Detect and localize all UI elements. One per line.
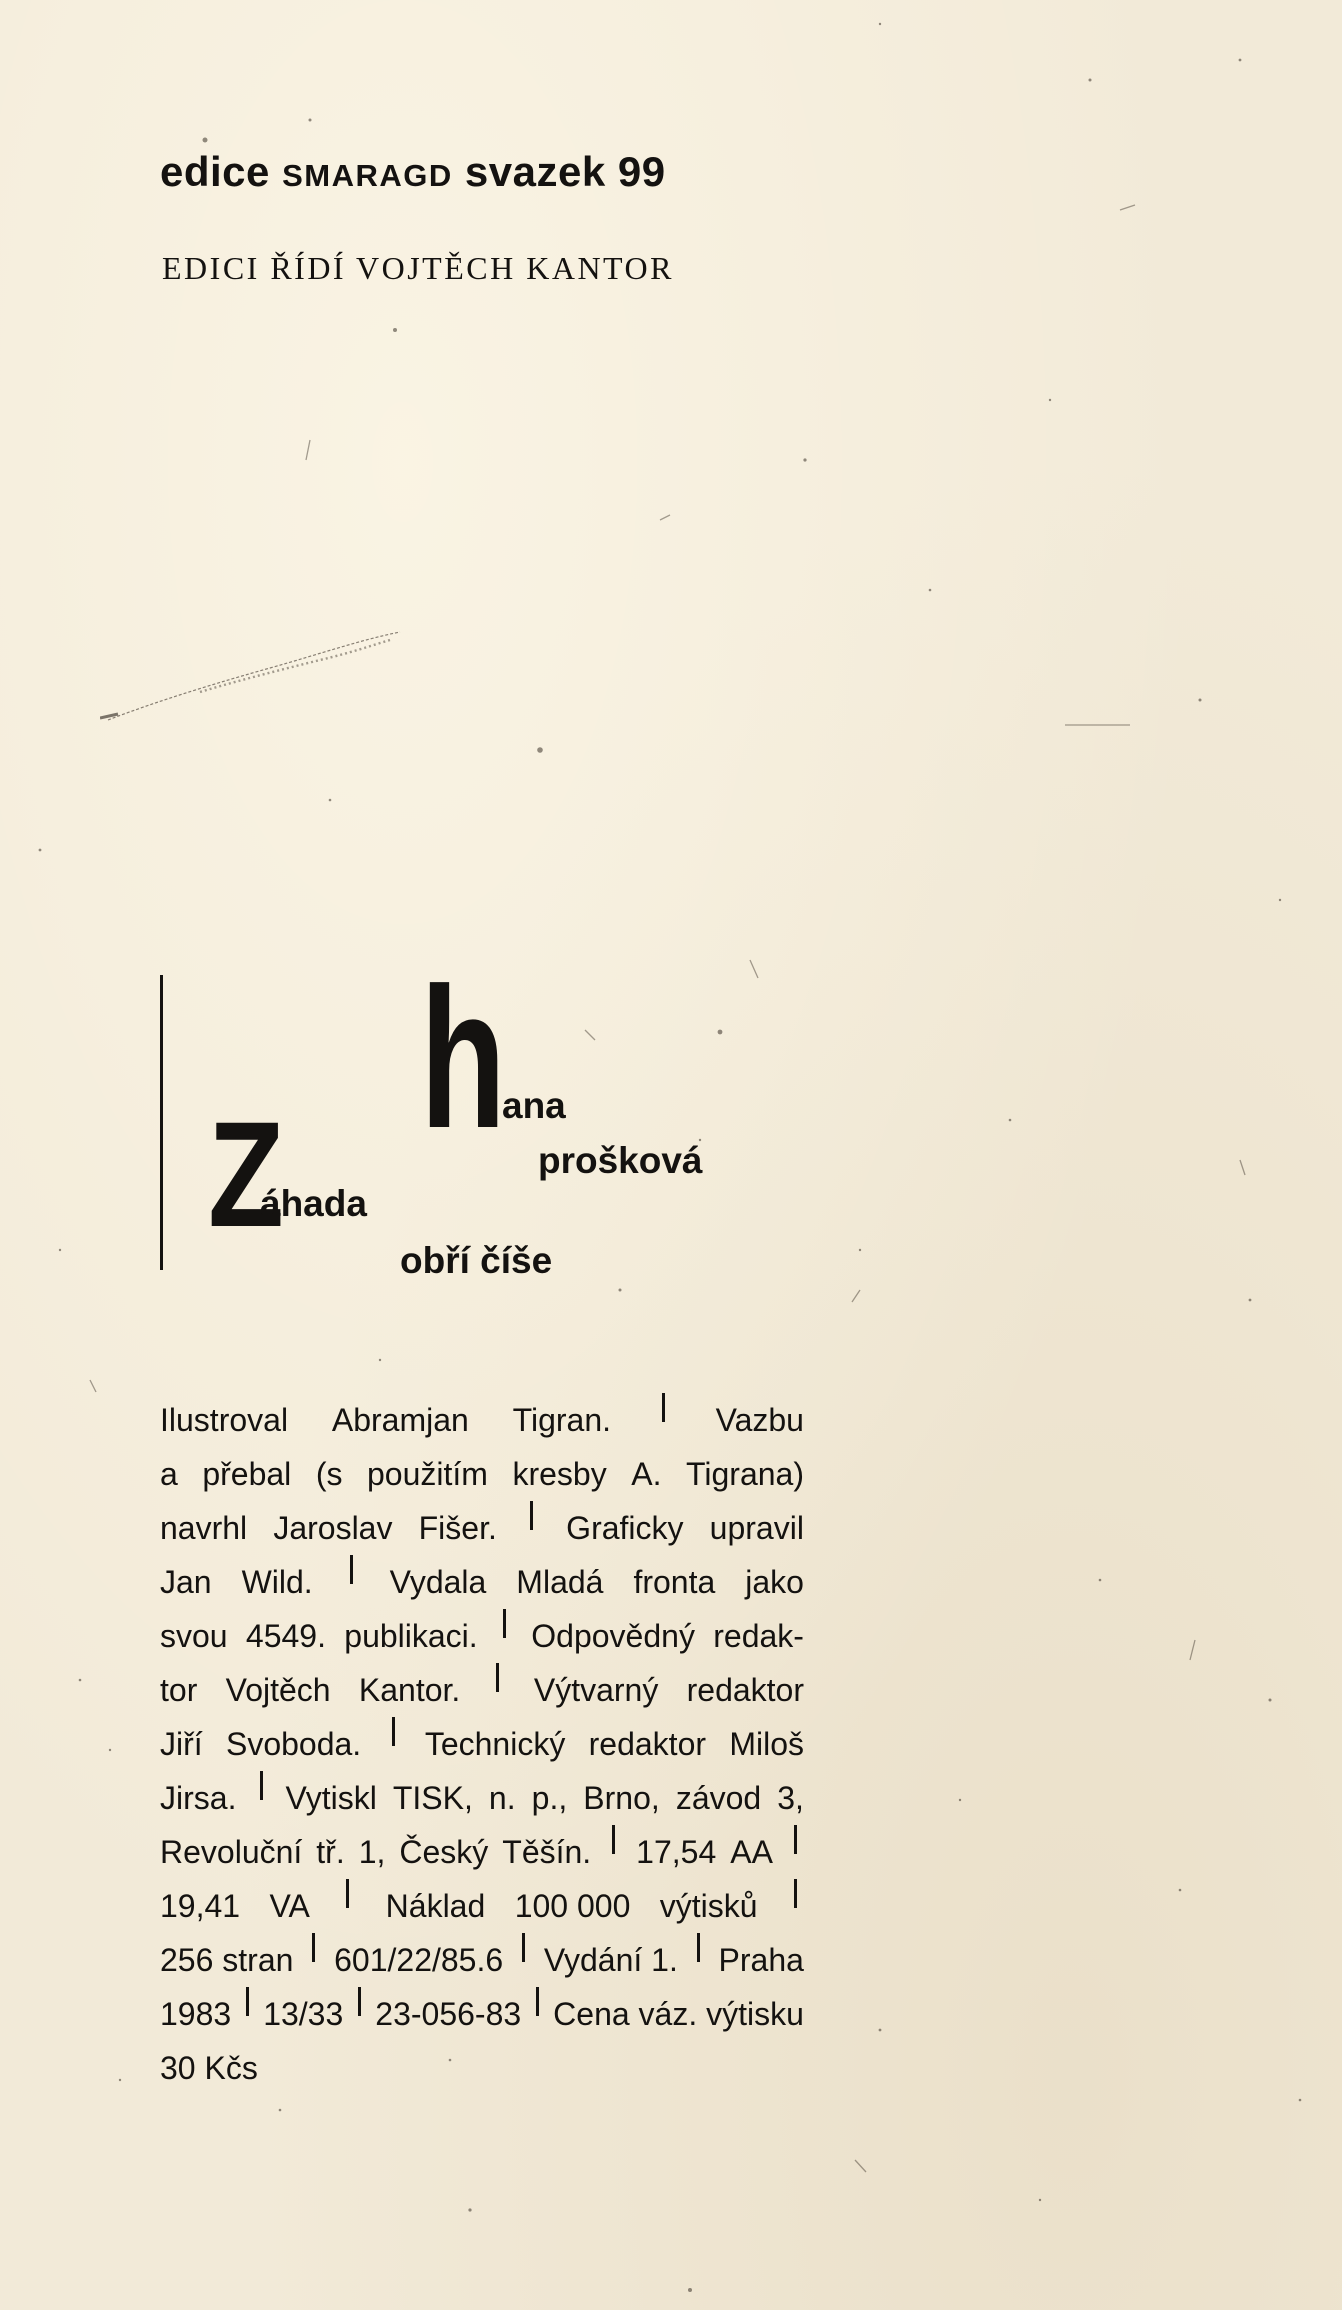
colophon-line xyxy=(160,2041,804,2095)
colophon-word: Výtvarný xyxy=(533,1672,659,1708)
colophon-word: 19,41 xyxy=(160,1888,241,1924)
colophon-word: 13/33 xyxy=(263,1996,344,2032)
colophon-word: VA xyxy=(269,1888,310,1924)
colophon-word: svou xyxy=(160,1618,228,1654)
colophon-separator xyxy=(536,1987,539,2016)
colophon-word: 30 Kčs xyxy=(160,2050,258,2086)
colophon-line xyxy=(160,1771,804,1825)
colophon-separator xyxy=(312,1933,315,1962)
colophon-line xyxy=(160,1501,804,1555)
colophon-word: upravil xyxy=(709,1510,804,1546)
colophon xyxy=(160,1393,804,2095)
colophon-word: Tigran. xyxy=(512,1402,611,1438)
colophon-word: Graficky xyxy=(566,1510,684,1546)
colophon-word: Wild. xyxy=(241,1564,313,1600)
colophon-word: 1, xyxy=(358,1834,386,1870)
colophon-separator xyxy=(496,1663,499,1692)
colophon-word: Abramjan xyxy=(331,1402,469,1438)
colophon-word: 3, xyxy=(777,1780,804,1816)
author-initial: h xyxy=(420,975,506,1130)
colophon-word: Náklad xyxy=(385,1888,486,1924)
colophon-word: Ilustroval xyxy=(160,1402,289,1438)
title-subtitle: obří číše xyxy=(400,1240,553,1281)
colophon-separator xyxy=(662,1393,665,1422)
colophon-word: fronta xyxy=(633,1564,716,1600)
colophon-word: (s xyxy=(315,1456,343,1492)
colophon-word: Český xyxy=(399,1834,489,1870)
colophon-word: TISK, xyxy=(392,1780,473,1816)
colophon-line xyxy=(160,1663,804,1717)
colophon-word: Kantor. xyxy=(358,1672,461,1708)
colophon-word: 256 stran xyxy=(160,1942,294,1978)
colophon-word: přebal xyxy=(202,1456,292,1492)
title-vertical-rule xyxy=(160,975,163,1270)
colophon-word: Vydání 1. xyxy=(543,1942,678,1978)
volume-label: svazek xyxy=(464,148,606,195)
colophon-word: 23-056-83 xyxy=(375,1996,522,2032)
colophon-word: jako xyxy=(745,1564,804,1600)
colophon-line xyxy=(160,1609,804,1663)
author-initial-glyph xyxy=(420,975,506,1130)
colophon-word: Jiří xyxy=(160,1726,203,1762)
author-surname: prošková xyxy=(538,1140,703,1181)
colophon-line xyxy=(160,1879,804,1933)
series-name: SMARAGD xyxy=(282,158,453,193)
colophon-word: 4549. xyxy=(245,1618,326,1654)
colophon-separator xyxy=(530,1501,533,1530)
series-prefix: edice xyxy=(160,148,270,195)
colophon-word: A. xyxy=(631,1456,662,1492)
colophon-word: Odpovědný xyxy=(531,1618,695,1654)
colophon-separator xyxy=(697,1933,700,1962)
colophon-separator xyxy=(358,1987,361,2016)
colophon-separator xyxy=(246,1987,249,2016)
colophon-word: n. xyxy=(488,1780,516,1816)
colophon-word: tř. xyxy=(316,1834,345,1870)
colophon-word: Vydala xyxy=(389,1564,487,1600)
colophon-word: Jaroslav xyxy=(273,1510,393,1546)
colophon-word: redak- xyxy=(713,1618,804,1654)
colophon-separator xyxy=(794,1825,797,1854)
colophon-separator xyxy=(522,1933,525,1962)
colophon-word: 100 000 xyxy=(514,1888,631,1924)
series-heading xyxy=(160,148,666,196)
colophon-separator xyxy=(260,1771,263,1800)
colophon-line xyxy=(160,1555,804,1609)
colophon-word: tor xyxy=(160,1672,198,1708)
colophon-line xyxy=(160,1447,804,1501)
colophon-word: a xyxy=(160,1456,178,1492)
colophon-word: 1983 xyxy=(160,1996,232,2032)
colophon-word: navrhl xyxy=(160,1510,248,1546)
colophon-word: 601/22/85.6 xyxy=(334,1942,504,1978)
colophon-word: Fišer. xyxy=(418,1510,497,1546)
colophon-word: AA xyxy=(730,1834,773,1870)
colophon-word: Praha xyxy=(718,1942,804,1978)
colophon-separator xyxy=(350,1555,353,1584)
title-rest: áhada xyxy=(260,1183,367,1224)
ink-smudge xyxy=(100,610,460,730)
colophon-word: výtisků xyxy=(659,1888,758,1924)
colophon-word: použitím xyxy=(367,1456,488,1492)
colophon-separator xyxy=(503,1609,506,1638)
colophon-line xyxy=(160,1393,804,1447)
colophon-word: Vojtěch xyxy=(225,1672,331,1708)
colophon-word: publikaci. xyxy=(344,1618,478,1654)
colophon-line xyxy=(160,1717,804,1771)
colophon-word: Jirsa. xyxy=(160,1780,237,1816)
colophon-word: redaktor xyxy=(588,1726,707,1762)
title-initial: Z xyxy=(208,1110,284,1228)
colophon-word: Svoboda. xyxy=(225,1726,362,1762)
colophon-separator xyxy=(392,1717,395,1746)
colophon-word: redaktor xyxy=(686,1672,804,1708)
colophon-word: Vazbu xyxy=(715,1402,804,1438)
colophon-line xyxy=(160,1933,804,1987)
colophon-word: závod xyxy=(675,1780,762,1816)
colophon-word: kresby xyxy=(512,1456,607,1492)
colophon-word: Těšín. xyxy=(502,1834,592,1870)
colophon-word: p., xyxy=(531,1780,568,1816)
volume-number: 99 xyxy=(617,148,666,195)
colophon-word: Vytiskl xyxy=(285,1780,377,1816)
colophon-word: Mladá xyxy=(516,1564,604,1600)
colophon-line xyxy=(160,1825,804,1879)
colophon-separator xyxy=(794,1879,797,1908)
colophon-word: 17,54 xyxy=(636,1834,717,1870)
colophon-separator xyxy=(612,1825,615,1854)
colophon-separator xyxy=(346,1879,349,1908)
colophon-word: Tigrana) xyxy=(686,1456,804,1492)
colophon-word: Cena váz. výtisku xyxy=(553,1996,804,2032)
colophon-word: Brno, xyxy=(583,1780,660,1816)
colophon-word: Revoluční xyxy=(160,1834,303,1870)
colophon-word: Miloš xyxy=(729,1726,804,1762)
colophon-line xyxy=(160,1987,804,2041)
title-block xyxy=(160,975,760,1281)
series-editor-line: EDICI ŘÍDÍ VOJTĚCH KANTOR xyxy=(162,250,674,286)
author-first-name-rest: ana xyxy=(502,1085,566,1126)
colophon-word: Technický xyxy=(424,1726,566,1762)
colophon-word: Jan xyxy=(160,1564,212,1600)
